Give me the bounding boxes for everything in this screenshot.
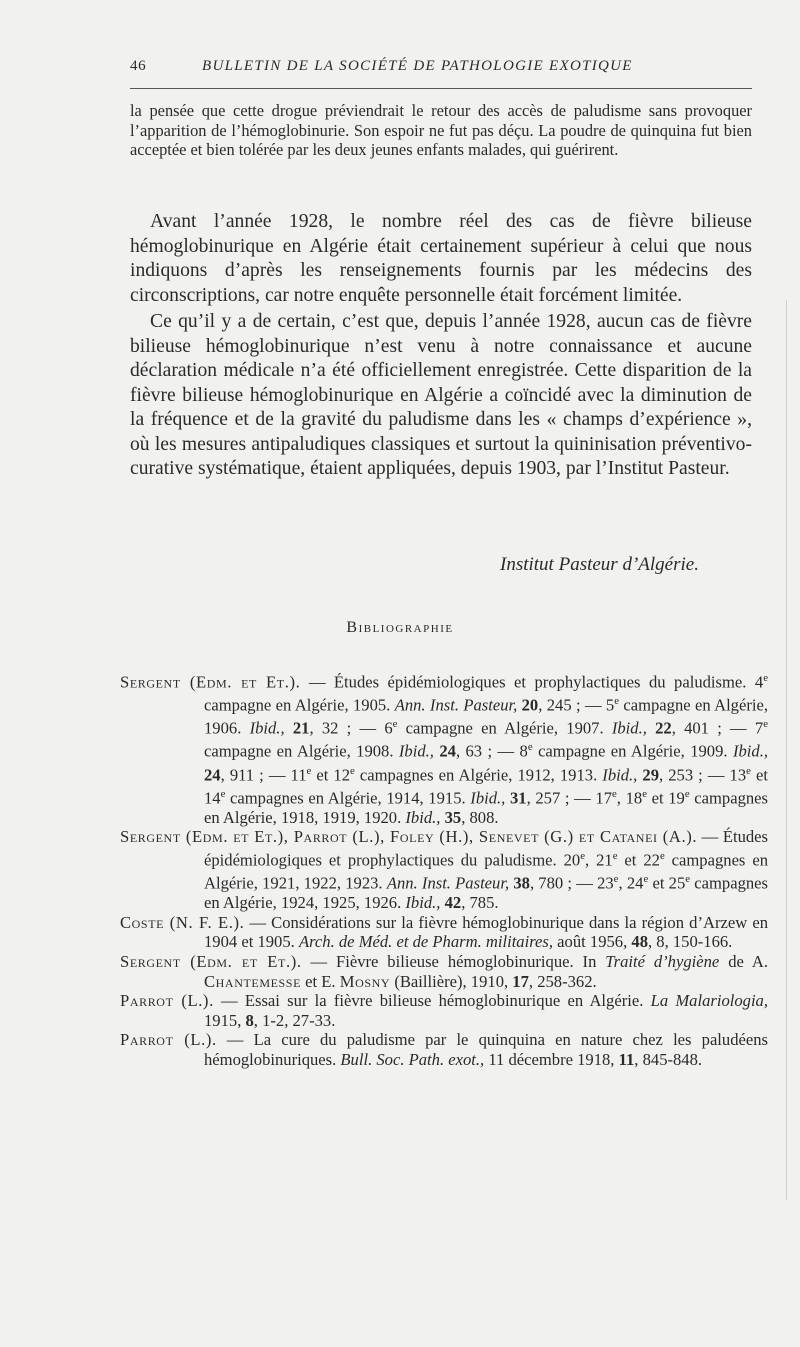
reference-text: 24 [439, 741, 456, 761]
reference-text: e [685, 873, 691, 886]
reference-text: e [527, 741, 533, 754]
reference-text: 8 [245, 1010, 254, 1030]
reference-text: , 63 ; — 8 [455, 741, 528, 761]
reference-text: La Malariologia, [650, 991, 768, 1011]
reference-text: campagnes en Algérie, 1924, 1925, 1926. [204, 873, 768, 913]
reference-text: , 808. [461, 807, 499, 827]
reference-text: 29 [642, 765, 659, 785]
reference-entry [120, 913, 768, 952]
body-paragraph: Ce qu’il y a de certain, c’est que, depuis l’année 1928, aucun cas de fièvre bilieuse hémoglobinurique n’est venu à notre connaissance et aucune déclaration médicale n’a été officiellement enregistrée. Cette disparition de la fièvre bilieuse hémoglobinurique en Algérie a coïncidé avec la diminution de la fréquence et de la gravité du paludisme dans les « champs d’expérience », où les mesures antipaludiques classiques et surtout la quininisation préventivo-curative systématique, étaient appliquées, depuis 1903, par l’Institut Pasteur. [130, 311, 752, 479]
signature: Institut Pasteur d’Algérie. [500, 554, 699, 575]
reference-text: 20 [521, 695, 539, 715]
reference-text: Ibid., [732, 741, 768, 761]
reference-text: — Fièvre bilieuse hémoglobinurique. In [301, 951, 606, 971]
reference-text: e [763, 718, 768, 731]
reference-text: — Essai sur la fièvre bilieuse hémoglobinurique en Algérie. [213, 991, 651, 1011]
reference-text: campagnes en Algérie, 1912, 1913. [354, 765, 603, 785]
reference-entry [120, 952, 768, 991]
reference-text: 35 [444, 807, 462, 827]
reference-text: e [580, 849, 585, 862]
reference-text: e [684, 787, 690, 800]
reference-text: — La cure du paludisme par le quinquina en nature chez les paludéens hémoglobinuriques. [204, 1030, 768, 1069]
reference-text: , 32 ; — 6 [309, 718, 393, 738]
page-number: 46 [130, 58, 147, 74]
reference-text: Mosny [339, 971, 391, 991]
reference-text: Ibid., [470, 788, 506, 808]
reference-text: 22 [655, 718, 672, 738]
reference-text: Ibid., [611, 718, 647, 738]
reference-text: août 1956, [553, 932, 632, 952]
reference-text: et 19 [646, 788, 685, 808]
reference-text: 17 [512, 971, 529, 991]
reference-text: Bull. Soc. Path. exot., [340, 1049, 485, 1069]
reference-text: campagne en Algérie, 1906. [204, 695, 768, 738]
reference-text: , 780 ; — 23 [529, 873, 614, 893]
reference-text: e [659, 849, 665, 862]
reference-text: Ibid., [398, 741, 434, 761]
reference-text: , 258-362. [528, 971, 597, 991]
header-rule [130, 88, 752, 89]
reference-text: e [614, 695, 619, 708]
reference-entry [120, 827, 768, 912]
reference-text: et 22 [617, 850, 660, 870]
reference-text: (Baillière), 1910, [390, 971, 513, 991]
reference-text: e [643, 873, 649, 886]
reference-list [120, 669, 768, 1070]
reference-author: Parrot (L.). [120, 1030, 217, 1050]
reference-text: , 785. [461, 893, 499, 913]
reference-text: , 257 ; — 17 [526, 788, 612, 808]
reference-text: , 845-848. [634, 1049, 703, 1069]
reference-text: campagne en Algérie, 1908. [204, 741, 399, 761]
reference-text: e [392, 718, 398, 731]
reference-text: et 14 [204, 765, 768, 808]
reference-text: , 24 [618, 873, 644, 893]
reference-text: 11 décembre 1918, [484, 1049, 619, 1069]
reference-entry [120, 1030, 768, 1069]
reference-text: Chantemesse [204, 971, 302, 991]
reference-author: Parrot (L.). [120, 991, 214, 1011]
reference-author: Coste (N. F. E.). [120, 912, 245, 932]
reference-text: et E. [301, 971, 340, 991]
reference-text: Ann. Inst. Pasteur, [386, 873, 510, 893]
reference-text: Ibid., [405, 893, 441, 913]
reference-text: e [612, 849, 618, 862]
reference-text: , 21 [585, 850, 613, 870]
article-body [130, 210, 752, 482]
reference-text: 38 [513, 873, 530, 893]
reference-text: campagnes en Algérie, 1918, 1919, 1920. [204, 788, 768, 827]
reference-entry [120, 669, 768, 827]
reference-text: Arch. de Méd. et de Pharm. militaires, [298, 932, 554, 952]
reference-text: , 1-2, 27-33. [253, 1010, 336, 1030]
intro-paragraph: la pensée que cette drogue préviendrait le retour des accès de paludisme sans provoquer l’apparition de l’hémoglobinurie. Son espoir ne fut pas déçu. La poudre de quinquina fut bien acceptée et bien tolérée par les deux jeunes enfants malades, qui guérirent. [130, 101, 752, 159]
reference-text [647, 719, 655, 738]
reference-text: 31 [509, 788, 527, 808]
reference-text: et 25 [648, 873, 686, 893]
running-title: BULLETIN DE LA SOCIÉTÉ DE PATHOLOGIE EXOTIQUE [202, 58, 633, 74]
bibliography-title: Bibliographie [346, 619, 454, 636]
reference-text: — Études épidémiologiques et prophylactiques du paludisme. 4 [300, 672, 764, 692]
reference-text: campagnes en Algérie, 1921, 1922, 1923. [204, 850, 768, 893]
reference-text: — Considérations sur la fièvre hémoglobinurique dans la région d’Arzew en 1904 et 1905. [204, 912, 768, 952]
reference-text: e [306, 764, 312, 777]
reference-text: 42 [444, 893, 462, 913]
reference-text: e [612, 787, 617, 800]
reference-text: Ibid., [602, 765, 638, 785]
reference-text: , 401 ; — 7 [671, 718, 764, 738]
reference-text: , 253 ; — 13 [659, 765, 747, 785]
reference-text: campagnes en Algérie, 1914, 1915. [225, 788, 471, 808]
body-paragraph: Avant l’année 1928, le nombre réel des cas de fièvre bilieuse hémoglobinurique en Algérie était certainement supérieur à celui que nous indiquons d’après les renseignements fournis par les médecins des circonscriptions, car notre enquête personnelle était forcément limitée. [130, 211, 752, 306]
reference-text: e [642, 787, 647, 800]
reference-text: 21 [292, 718, 310, 738]
reference-text: campagne en Algérie, 1905. [204, 695, 395, 715]
reference-text: campagne en Algérie, 1907. [397, 718, 612, 738]
reference-text: , 911 ; — 11 [220, 765, 307, 785]
reference-text: campagne en Algérie, 1909. [532, 741, 733, 761]
reference-text: , 18 [616, 788, 643, 808]
reference-text: — Études épidémiologiques et prophylactiques du paludisme. 20 [204, 827, 768, 870]
reference-text: e [763, 672, 768, 684]
page-fold-shadow [786, 300, 787, 1200]
reference-text: de A. [719, 951, 768, 971]
reference-text: e [220, 787, 226, 800]
reference-text: 48 [631, 932, 648, 952]
reference-text: Ann. Inst. Pasteur, [394, 695, 518, 715]
reference-text: Ibid., [405, 807, 441, 827]
reference-text: e [350, 764, 355, 777]
reference-text: 24 [204, 765, 221, 785]
reference-text: , 8, 150-166. [647, 932, 733, 952]
reference-text: et 12 [311, 765, 351, 785]
reference-text: 1915, [204, 1010, 246, 1030]
reference-text [285, 719, 293, 738]
reference-text: 11 [618, 1049, 635, 1069]
reference-author: Sergent (Edm. et Et.). [120, 951, 302, 971]
reference-text: Traité d’hygiène [605, 951, 720, 971]
reference-text: Ibid., [249, 718, 285, 738]
reference-text: e [746, 764, 751, 777]
reference-author: Sergent (Edm. et Et.). [120, 672, 301, 692]
reference-text: , 245 ; — 5 [538, 695, 615, 715]
reference-entry [120, 991, 768, 1030]
reference-author: Sergent (Edm. et Et.), Parrot (L.), Foley (H.), Senevet (G.) et Catanei (A.). [120, 827, 698, 847]
reference-text: e [613, 873, 619, 886]
